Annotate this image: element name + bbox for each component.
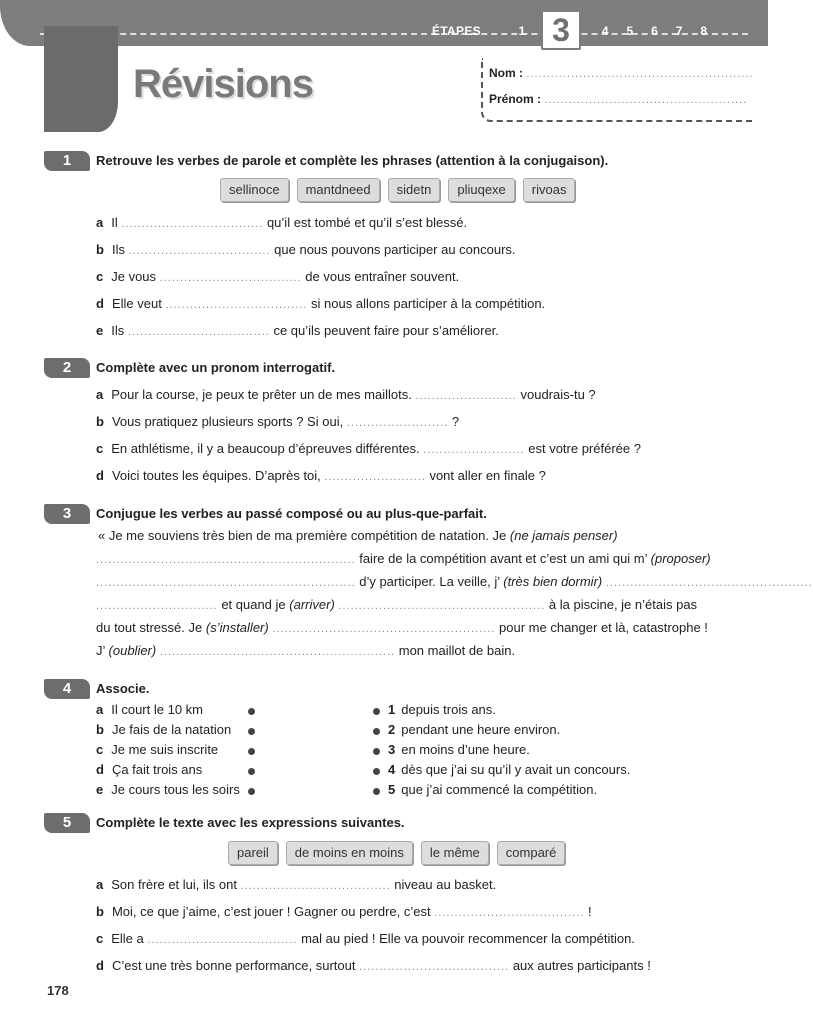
word-chip: le même (421, 841, 489, 865)
match-right-1: 1 depuis trois ans. (388, 702, 496, 717)
match-left-d: d Ça fait trois ans (96, 762, 203, 777)
exercise-1-item-e: e Ils ................................... ce qu’ils peuvent faire pour s’améliorer. (96, 323, 499, 338)
prenom-label: Prénom : (489, 92, 542, 106)
match-dot-right[interactable] (373, 748, 380, 755)
current-step-badge: 3 (541, 10, 581, 50)
exercise-2-instruction: Complète avec un pronom interrogatif. (96, 360, 336, 375)
steps-label: ÉTAPES (432, 24, 481, 38)
page-number: 178 (47, 983, 69, 998)
match-left-e: e Je cours tous les soirs (96, 782, 240, 797)
match-left-b: b Je fais de la natation (96, 722, 232, 737)
word-chip: de moins en moins (286, 841, 413, 865)
match-dot-left[interactable] (248, 788, 255, 795)
chapter-tab (44, 26, 118, 132)
exercise-3-line-4: .............................. et quand je (arriver) ................................................... à la piscine, je n’étais pas (96, 597, 698, 612)
exercise-3-line-6: J’ (oublier) .......................................................... mon maillot de bain. (96, 643, 516, 658)
prenom-row: Prénom : .................................................. (489, 92, 748, 106)
exercise-5-word-chips (228, 841, 565, 865)
match-dot-left[interactable] (248, 708, 255, 715)
exercise-1-item-a: a Il ................................... qu’il est tombé et qu’il s’est blessé. (96, 215, 468, 230)
match-dot-right[interactable] (373, 728, 380, 735)
exercise-3-line-2: ................................................................ faire de la compétition avant et c’est un ami qui m’ (proposer) (96, 551, 711, 566)
exercise-2-item-a: a Pour la course, je peux te prêter un de mes maillots. ......................... voudrais-tu ? (96, 387, 596, 402)
exercise-4-badge: 4 (44, 679, 90, 699)
match-right-4: 4 dès que j’ai su qu’il y avait un concours. (388, 762, 631, 777)
step-8: 8 (700, 24, 708, 38)
exercise-1-instruction: Retrouve les verbes de parole et complète les phrases (attention à la conjugaison). (96, 153, 609, 168)
nom-label: Nom : (489, 66, 523, 80)
exercise-2-item-b: b Vous pratiquez plusieurs sports ? Si oui, ......................... ? (96, 414, 460, 429)
match-right-5: 5 que j’ai commencé la compétition. (388, 782, 598, 797)
step-4: 4 (601, 24, 609, 38)
exercise-3-line-3: ................................................................ d’y participer. La veille, j’ (très bien dormir) ................................................... (96, 574, 813, 589)
exercise-1-badge: 1 (44, 151, 90, 171)
exercise-5-instruction: Complète le texte avec les expressions suivantes. (96, 815, 405, 830)
word-chip: pliuqexe (448, 178, 514, 202)
exercise-5-badge: 5 (44, 813, 90, 833)
match-dot-left[interactable] (248, 728, 255, 735)
name-box (481, 58, 755, 122)
exercise-3-line-1: « Je me souviens très bien de ma première compétition de natation. Je (ne jamais penser) (98, 528, 618, 543)
exercise-2-item-c: c En athlétisme, il y a beaucoup d’épreuves différentes. ......................... est votre préférée ? (96, 441, 641, 456)
word-chip: sellinoce (220, 178, 289, 202)
exercise-5-item-a: a Son frère et lui, ils ont ..................................... niveau au basket. (96, 877, 497, 892)
match-right-3: 3 en moins d’une heure. (388, 742, 530, 757)
word-chip: mantdneed (297, 178, 380, 202)
match-left-c: c Je me suis inscrite (96, 742, 219, 757)
word-chip: comparé (497, 841, 566, 865)
match-dot-left[interactable] (248, 748, 255, 755)
exercise-4-instruction: Associe. (96, 681, 150, 696)
exercise-1-word-chips (220, 178, 575, 202)
exercise-2-item-d: d Voici toutes les équipes. D’après toi, ......................... vont aller en finale ? (96, 468, 546, 483)
step-7: 7 (675, 24, 683, 38)
exercise-1-item-d: d Elle veut ................................... si nous allons participer à la compétition. (96, 296, 546, 311)
word-chip: sidetn (388, 178, 441, 202)
page-title: Révisions (133, 62, 313, 106)
match-right-2: 2 pendant une heure environ. (388, 722, 561, 737)
nom-row: Nom : ........................................................ (489, 66, 754, 80)
match-dot-right[interactable] (373, 708, 380, 715)
exercise-5-item-c: c Elle a ..................................... mal au pied ! Elle va pouvoir recommencer la compétition. (96, 931, 635, 946)
match-dot-left[interactable] (248, 768, 255, 775)
exercise-3-instruction: Conjugue les verbes au passé composé ou au plus-que-parfait. (96, 506, 487, 521)
step-5: 5 (626, 24, 634, 38)
exercise-1-item-c: c Je vous ................................... de vous entraîner souvent. (96, 269, 460, 284)
exercise-2-badge: 2 (44, 358, 90, 378)
exercise-5-item-d: d C’est une très bonne performance, surtout ..................................... aux autres participants ! (96, 958, 651, 973)
word-chip: pareil (228, 841, 278, 865)
match-dot-right[interactable] (373, 768, 380, 775)
match-dot-right[interactable] (373, 788, 380, 795)
match-left-a: a Il court le 10 km (96, 702, 203, 717)
exercise-1-item-b: b Ils ................................... que nous pouvons participer au concours. (96, 242, 516, 257)
word-chip: rivoas (523, 178, 576, 202)
exercise-5-item-b: b Moi, ce que j’aime, c’est jouer ! Gagner ou perdre, c’est ..................................... ! (96, 904, 592, 919)
step-1: 1 (518, 24, 526, 38)
exercise-3-badge: 3 (44, 504, 90, 524)
step-6: 6 (651, 24, 659, 38)
exercise-3-line-5: du tout stressé. Je (s’installer) ....................................................... pour me changer et là, catastrophe ! (96, 620, 708, 635)
